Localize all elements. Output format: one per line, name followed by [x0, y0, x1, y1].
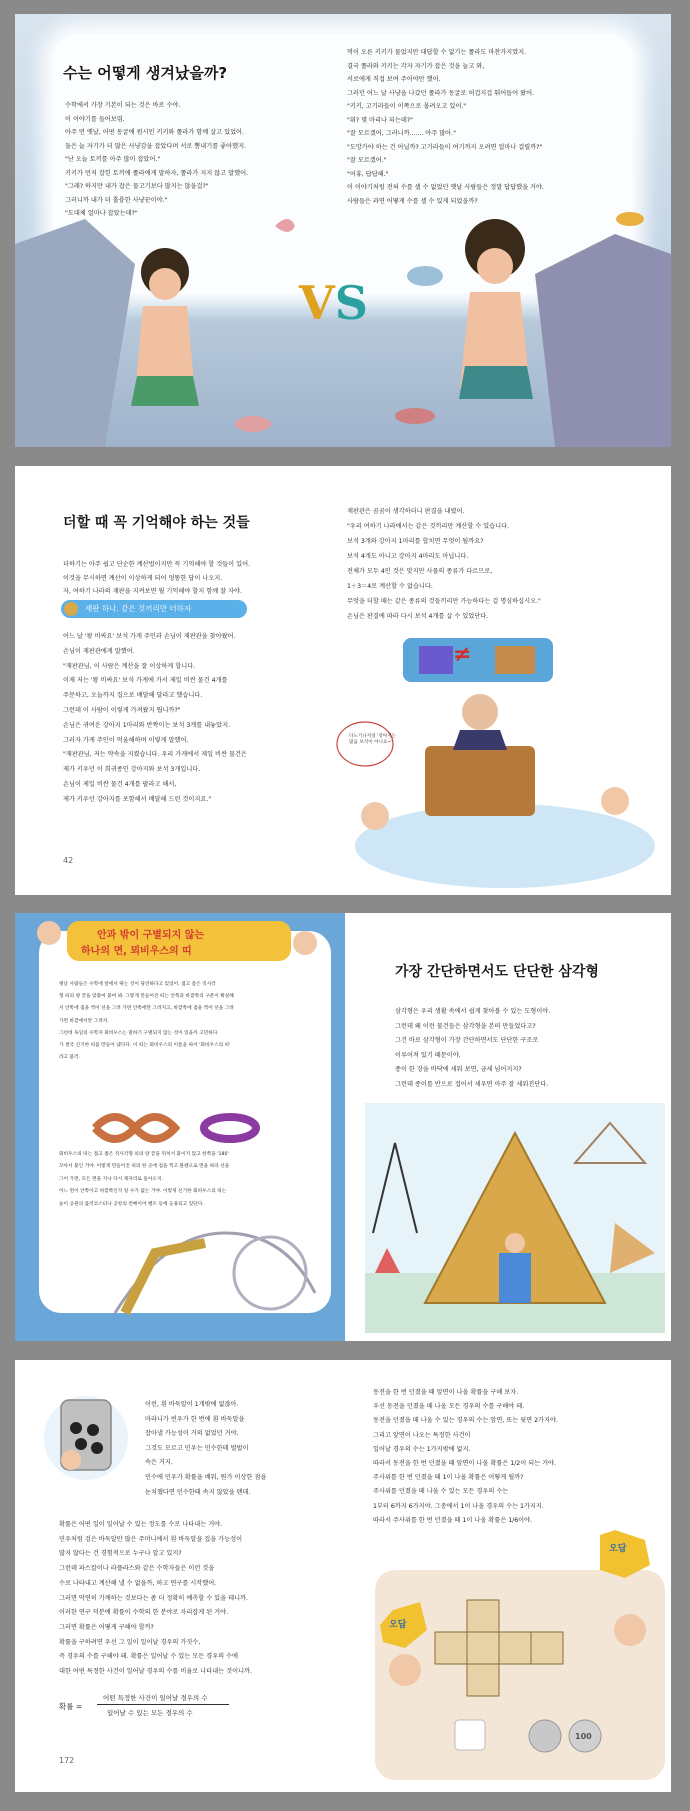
text-line: 전체가 모두 4인 것은 맞지만 사물의 종류가 다르므로, — [347, 568, 493, 575]
text-line: 무엇을 더할 때는 같은 종류의 것들끼리만 가능하다는 걸 명심하십시오." — [347, 598, 541, 605]
text-line: 1부터 6까지 6가지야. 그중에서 1이 나올 경우의 수는 1가지지. — [373, 1502, 544, 1510]
text-line: 수학에서 가장 기본이 되는 것은 바로 수야. — [65, 102, 181, 109]
text-line: 1＋3＝4로 계산할 수 없습니다. — [347, 583, 433, 590]
text-line: "도대체 얼마나 잡았는데?" — [65, 210, 138, 217]
text-line: 놀이 공원의 롤러코스터나 공항의 컨베이어 벨트 등에 응용되고 있단다. — [59, 1201, 204, 1207]
courtroom-illustration — [335, 626, 665, 895]
text-line: 삼각형은 우리 생활 속에서 쉽게 찾아볼 수 있는 도형이야. — [395, 1008, 551, 1015]
text-line: 사람들은 과연 어떻게 수를 셀 수 있게 되었을까? — [347, 197, 478, 205]
text-line: 수로 나타내고 계산해 낼 수 없을까, 하고 연구를 시작했어. — [59, 1579, 217, 1587]
text-line: 보석 3개와 강아지 1마리를 합치면 무엇이 될까요? — [347, 538, 484, 545]
text-line: 서 안쪽에 점을 찍어 선을 그려 가면 안쪽에만 그려지고, 바깥쪽에 점을 찍어 선을 그려 — [59, 1006, 234, 1012]
text-line: 이 이야기처럼 전혀 수를 셀 수 없었던 옛날 사람들은 정말 답답했을 거야. — [347, 184, 544, 191]
not-equal-icon: ≠ — [453, 642, 472, 667]
text-line: 그런데 종이를 반으로 접어서 세우면 아주 잘 세워진단다. — [395, 1080, 549, 1088]
dice-net-far — [531, 1632, 563, 1664]
spread-cavemen — [15, 14, 671, 447]
text-line: 따라서 주사위를 한 번 던졌을 때 1이 나올 확률은 1/6이야. — [373, 1516, 533, 1524]
left-rock — [15, 219, 135, 447]
fish-icon — [407, 266, 443, 286]
boy-icon — [614, 1614, 646, 1646]
text-line: 이것을 무시하면 계산이 이상하게 되어 엉뚱한 답이 나오지. — [63, 574, 223, 582]
text-line: 많지 않다는 건 경험적으로 누구나 알고 있지? — [59, 1550, 182, 1558]
text-line: 보석 4개도 아니고 강아지 4마리도 아닙니다. — [347, 553, 469, 560]
coin-icon — [64, 602, 78, 616]
text-line: 라고 불러. — [59, 1055, 81, 1061]
banner-line-1: 안과 밖이 구별되지 않는 — [97, 930, 205, 941]
text-line: "뭐? 몇 마리나 되는데?" — [347, 116, 413, 124]
dice-net-bottom — [467, 1664, 499, 1696]
bag-illustration — [31, 1380, 141, 1500]
text-line: 그러면 막연히 가깨하는 것보다는 좀 더 정확히 예측할 수 있을 테니까. — [59, 1594, 248, 1602]
text-line: 주문하고, 오늘까지 집으로 배달해 달라고 했습니다. — [63, 692, 203, 700]
text-line: 손님이 제일 비싼 물건 4개를 팔라고 해서, — [63, 781, 177, 788]
page-title: 더할 때 꼭 기억해야 하는 것들 — [63, 515, 250, 531]
dice-illustration — [375, 1530, 665, 1780]
text-line: 민우처럼 검은 바둑알만 많은 주머니에서 흰 바둑알을 집을 가능성이 — [59, 1535, 243, 1543]
rabbit-icon — [275, 219, 295, 232]
caveman-kiki-face — [149, 268, 181, 300]
vs-label: VS — [299, 276, 368, 330]
formula-label: 확률 = — [59, 1702, 83, 1711]
crab-icon — [235, 416, 271, 432]
page-number: 42 — [63, 856, 74, 865]
text-line: 형 띠의 양 끝을 맞붙여 붙여 봐. 그렇게 만들어진 띠는 안쪽과 바깥쪽의 구분이 확실해 — [59, 994, 234, 1000]
text-line: 가면 바깥에서만 그려져. — [59, 1018, 109, 1024]
text-line: 그런데 독일의 수학자 뫼비우스는 말하기 구별되지 않는 것이 있을까 고민하다 — [59, 1030, 218, 1036]
mobius-illustrations — [15, 913, 345, 1341]
triangle-illustration — [365, 1103, 665, 1333]
dog-icon — [495, 646, 535, 674]
judge-podium — [425, 746, 535, 816]
jewel-icon — [419, 646, 453, 674]
text-line: 종이 한 장을 바닥에 세워 보면, 금세 넘어지지? — [395, 1066, 522, 1073]
text-line: 그건 바로 삼각형이 가장 간단하면서도 단단한 구조로 — [395, 1037, 539, 1044]
black-stone-icon-2 — [87, 1424, 99, 1436]
child-icon — [505, 1233, 525, 1253]
text-line: 동전을 한 번 던졌을 때 앞면이 나올 확률을 구해 보자. — [373, 1389, 519, 1396]
text-line: 꼬아서 붙인 거야. 이렇게 만들어진 띠의 한 곳에 점을 찍고 볼펜으로 면을 따라 선을 — [59, 1164, 230, 1170]
text-line: "우리 여하기 나라에서는 같은 것끼리만 계산할 수 있습니다. — [347, 523, 510, 530]
text-line: 그러면 확률은 어떻게 구해야 할까? — [59, 1623, 154, 1631]
page-number: 172 — [59, 1756, 75, 1765]
caveman-zzola-face — [477, 248, 513, 284]
spread-mobius — [15, 913, 671, 1341]
text-line: 마라니가 빈우가 한 번에 흰 바둑알을 — [145, 1415, 245, 1423]
text-line: 그러니까 내가 더 훌륭한 사냥꾼이야." — [65, 196, 168, 204]
teacher-icon — [37, 921, 61, 945]
black-stone-icon — [70, 1422, 82, 1434]
boy-icon — [61, 1450, 81, 1470]
spread-addition — [15, 466, 671, 895]
text-line: 민수에 민우가 확률을 배워, 뭔가 이상한 점을 — [145, 1474, 267, 1481]
coin-value: 100 — [575, 1732, 592, 1741]
text-line: 어느 날 '왕 비싸요' 보석 가게 주인과 손님이 재판관을 찾아왔어. — [63, 633, 236, 640]
text-line: 대한 어떤 특정한 사건이 일어날 경우의 수를 비율로 나타내는 것이니까. — [59, 1668, 253, 1675]
text-line: 둘은 늘 자기가 더 많은 사냥감을 잡았다며 서로 뽐내기를 좋아했지. — [65, 142, 247, 150]
text-line: "키키, 고기라들이 이쪽으로 몰려오고 있어." — [347, 103, 467, 110]
text-line: 먹이 오른 키키가 물었지만 대답할 수 없기는 쫄라도 마찬가지였지. — [347, 49, 527, 56]
text-line: 이루어져 있기 때문이야. — [395, 1051, 461, 1059]
judge-face — [462, 694, 498, 730]
dice-net-top — [467, 1600, 499, 1632]
text-line: 그어 가면, 모든 면을 지나 다시 제자리로 돌아오지. — [59, 1176, 163, 1182]
text-line: 주사위를 한 번 던졌을 때 1이 나올 확률은 어떻게 될까? — [373, 1474, 524, 1482]
text-line: 그러자 가게 주인이 억울해하며 이렇게 말했어. — [63, 736, 189, 744]
formula-numerator: 어떤 특정한 사건이 일어날 경우의 수 — [103, 1694, 208, 1702]
sign-left-text: 오답 — [389, 1620, 407, 1630]
text-line: 이 이야기를 들어보렴. — [65, 115, 125, 123]
banner-line-2: 하나의 면, 뫼비우스의 띠 — [81, 946, 192, 957]
caveman-zzola-skirt — [459, 366, 533, 399]
text-line: "잘 모르겠어, 그러니까....... 아주 많아." — [347, 130, 456, 137]
dice-net-center — [467, 1632, 499, 1664]
section-pill — [61, 600, 247, 618]
floor-shadow — [355, 804, 655, 888]
fish-pile-icon — [395, 408, 435, 424]
coin-icon — [529, 1720, 561, 1752]
girl-icon — [389, 1654, 421, 1686]
black-stone-icon-4 — [91, 1442, 103, 1454]
text-line: 그런데 왜 이런 물건들은 삼각형을 본떠 만들었다고? — [395, 1022, 536, 1030]
text-line: 제가 키우던 강아지를 포함해서 배달해 드린 것이지요." — [63, 795, 212, 803]
text-line: 속은 거지. — [145, 1459, 173, 1467]
text-line: 자, 여하기 나라의 재판을 지켜보면 뭘 기억해야 할지 함께 잘 자야. — [63, 588, 243, 595]
page-title: 수는 어떻게 생겨났을까? — [63, 64, 228, 82]
black-stone-icon-3 — [75, 1438, 87, 1450]
text-line: 눈치챘다면 민수한테 속지 않았을 텐데. — [145, 1488, 251, 1496]
text-line: "도망가야 하는 건 아닐까? 고기라들이 여기까지 오려면 얼마나 걸릴까?" — [347, 143, 543, 151]
ring-strip-icon — [204, 1117, 256, 1139]
mobius-strip-icon — [95, 1117, 175, 1139]
caveman-kiki-skirt — [131, 376, 199, 406]
text-line: 손님이 재판관에게 말했어. — [63, 647, 135, 655]
formula-denominator: 일어날 수 있는 모든 경우의 수 — [107, 1709, 193, 1717]
fish-icon-2 — [616, 212, 644, 226]
text-line: 더하기는 아주 쉽고 단순한 계산법이지만 꼭 기억해야 할 것들이 있어. — [63, 561, 251, 568]
text-line: 이러한 연구 덕분에 확률이 수학의 한 분야로 자리잡게 된 거야. — [59, 1609, 229, 1617]
text-line: "그래? 하지만 내가 잡은 물고기보다 많지는 않을걸?" — [65, 183, 209, 190]
spread-probability — [15, 1360, 671, 1792]
text-line: 키키가 먼저 잡힌 토끼에 쫄라에게 말하자, 쫄라가 지지 않고 말했어. — [65, 169, 249, 177]
rollercoaster-loop — [234, 1237, 306, 1309]
shopkeeper-face — [601, 787, 629, 815]
text-line: "재판관님, 저는 약속을 지켰습니다. 우리 가게에서 제일 비싼 물건은 — [63, 751, 247, 759]
text-line: 손님은 판결에 따라 다시 보석 4개를 살 수 있었단다. — [347, 613, 489, 620]
sign-right-text: 오답 — [609, 1544, 627, 1554]
cave-illustration — [15, 14, 671, 447]
fraction-bar — [97, 1704, 229, 1705]
text-line: 주사위를 던졌을 때 나올 수 있는 모든 경우의 수는 — [373, 1488, 509, 1496]
student-icon — [293, 931, 317, 955]
text-line: 옛날 사람들은 수학에 앞에서 뛰는 것이 당연하다고 있었어. 접고 좀은 직사각 — [59, 982, 216, 987]
right-rock — [535, 234, 671, 447]
text-line: 제가 키우던 이 희귀종인 강아지와 보석 3개입니다. — [63, 766, 201, 774]
dice-net-left — [435, 1632, 467, 1664]
tent-door — [499, 1253, 531, 1303]
text-line: 즉 경우의 수를 구해야 돼. 확률은 일어날 수 있는 모든 경우의 수에 — [59, 1653, 239, 1661]
text-line: 따라서 동전을 한 번 던졌을 때 앞면이 나올 확률은 1/2이 되는 거야. — [373, 1460, 556, 1467]
text-line: "난 오늘 토끼를 아주 많이 잡았어." — [65, 156, 161, 163]
dice-net-right — [499, 1632, 531, 1664]
text-line: 이런, 흰 바둑알이 1개밖에 없잖아. — [145, 1401, 239, 1408]
text-line: 확률을 구하려면 우선 그 일이 일어날 경우의 가짓수, — [59, 1638, 201, 1646]
text-line: 손님은 귀여운 강아지 1마리와 반짝이는 보석 3개를 내놓았지. — [63, 721, 231, 729]
text-line: 그런데 이 사람이 이렇게 가져왔지 뭡니까?" — [63, 707, 181, 714]
text-line: 서로에게 직접 보여 주어야만 했어. — [347, 76, 441, 83]
dice-icon — [455, 1720, 485, 1750]
text-line: 우선 동전을 던졌을 때 나올 모든 경우의 수를 구해야 돼. — [373, 1403, 525, 1411]
text-line: 그러던 어느 날 사냥을 나갔던 쫄라가 동굴로 허겁지겁 뛰어들어 왔어. — [347, 89, 535, 97]
rollercoaster-cars — [125, 1243, 205, 1313]
text-line: 뫼비우스의 띠는 접고 좁은 직사각형 띠의 양 끝을 뒤쳐서 붙이지 않고 한쪽을 '180' — [59, 1152, 229, 1157]
text-line: 아주 먼 옛날, 어떤 동굴에 원시인 키키와 쫄라가 함께 살고 있었어. — [65, 129, 245, 136]
text-line: 결국 쫄라와 키키는 각자 자기가 잡은 것을 늘고 와, — [347, 62, 485, 70]
judge-robe — [453, 730, 507, 750]
section-pill-label: 재판 하나. 같은 것끼리만 더하자 — [85, 604, 192, 613]
text-line: "잘 모르겠어." — [347, 157, 387, 164]
page-title: 가장 간단하면서도 단단한 삼각형 — [395, 964, 599, 980]
text-line: 가 결국 신기한 띠를 만들어 냈다다. 이 띠는 뫼비우스의 이름을 따서 '뫼비우스의 띠' — [59, 1043, 231, 1048]
text-line: 어느 면이 안쪽이고 바깥쪽인지 알 수가 없는 거야. 이렇게 신기한 뫼비우스의 띠는 — [59, 1189, 227, 1195]
text-line: 그런데 파스칼이나 라플라스와 같은 수학자들은 이런 것을 — [59, 1565, 215, 1573]
customer-face — [361, 802, 389, 830]
text-line: 확률은 어떤 일이 일어날 수 있는 정도를 수로 나타내는 거야. — [59, 1521, 223, 1528]
text-line: 이제 저는 '왕 비싸요' 보석 가게에 가서 제일 비싼 물건 4개를 — [63, 677, 228, 685]
text-line: "재판관님, 이 사람은 계산을 잘 이상하게 합니다. — [63, 662, 196, 670]
text-line: 그것도 모르고 민우는 민수한테 벌벌이 — [145, 1444, 249, 1452]
text-line: 일어날 경우의 수는 1가지밖에 없지. — [373, 1445, 471, 1453]
text-line: 재판관은 곰곰이 생각하더니 판결을 내렸어. — [347, 508, 465, 515]
text-line: 그리고 앞면이 나오는 특정한 사건이 — [373, 1431, 471, 1439]
text-line: 잡아낼 가능성이 거의 없었던 거야. — [145, 1430, 239, 1438]
speech-bubble-text: 다노기나지얼 '강아지는 많음 보석이 아니요~' — [349, 734, 397, 745]
text-line: "어휴, 답답해." — [347, 170, 389, 178]
text-line: 동전을 던졌을 때 나올 수 있는 경우의 수는 앞면, 또는 뒷면 2가지야. — [373, 1417, 558, 1425]
